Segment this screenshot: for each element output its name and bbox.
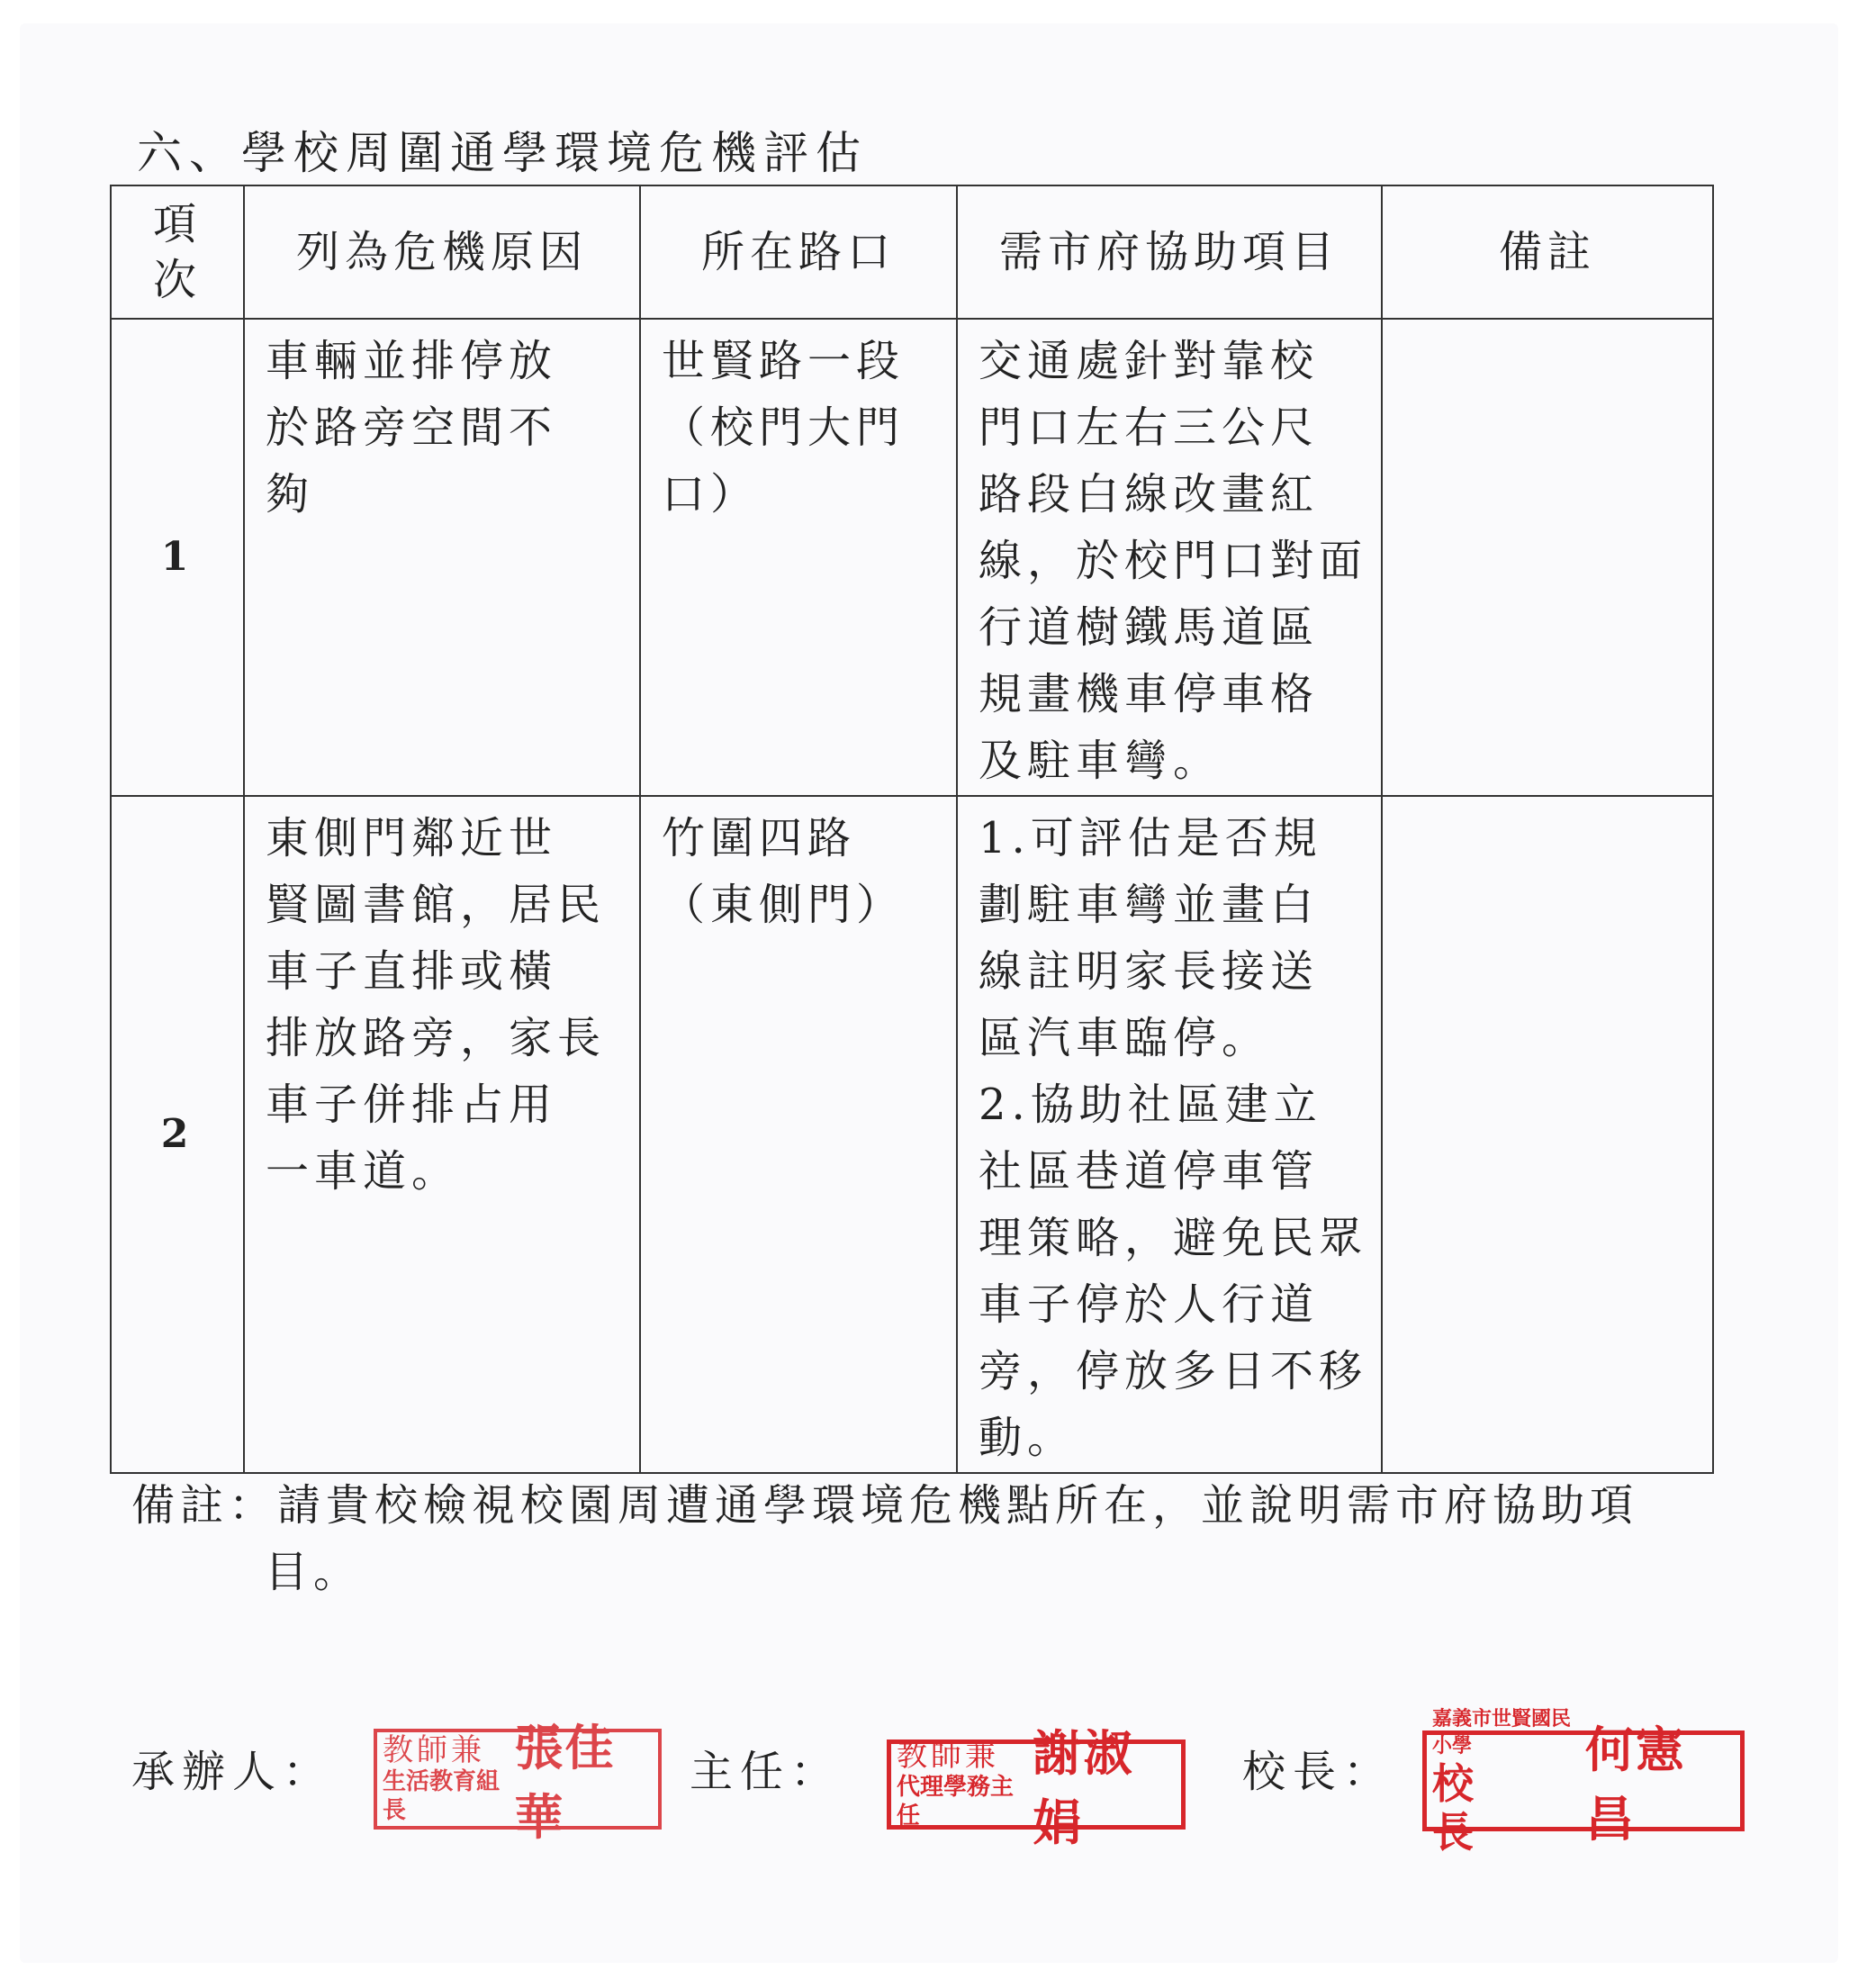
stamp-position: 校長 xyxy=(1432,1759,1510,1857)
stamp-name: 張佳華 xyxy=(514,1719,616,1846)
stamp-position: 代理學務主任 xyxy=(897,1774,1015,1830)
stamp-position: 生活教育組長 xyxy=(383,1768,501,1824)
handler-stamp xyxy=(374,1719,662,1846)
row-intersection-text: 竹圍四路 （東側門） xyxy=(662,813,906,930)
row-assistance-text: 交通處針對靠校 門口左右三公尺 路段白線改畫紅 線，於校門口對面 行道樹鐵馬道區 規畫機車停車格 及駐車彎。 xyxy=(979,336,1368,786)
footnote-label: 備註： xyxy=(131,1480,278,1531)
footnote xyxy=(131,1472,1716,1605)
director-label: 主任： xyxy=(690,1747,842,1797)
stamp-name: 何憲昌 xyxy=(1585,1721,1686,1848)
row-reason-text: 車輛並排停放 於路旁空間不 夠 xyxy=(266,336,558,520)
risk-assessment-table xyxy=(110,185,1714,1474)
stamp-school: 嘉義市世賢國民小學 xyxy=(1432,1707,1572,1758)
row-remarks xyxy=(1382,319,1713,796)
row-assistance-text: 1.可評估是否規 劃駐車彎並畫白 線註明家長接送 區汽車臨停。 2.協助社區建立 社區巷道停車管 理策略，避免民眾 車子停於人行道 旁，停放多日不移 動。 xyxy=(979,813,1368,1463)
stamp-title: 教師兼 xyxy=(383,1732,485,1768)
row-intersection xyxy=(640,319,957,796)
stamp-name: 謝淑娟 xyxy=(1033,1724,1134,1851)
row-intersection xyxy=(640,796,957,1473)
footnote-continuation: 目。 xyxy=(265,1547,363,1597)
row-reason xyxy=(244,796,640,1473)
principal-stamp xyxy=(1422,1707,1745,1857)
row-remarks xyxy=(1382,796,1713,1473)
row-assistance xyxy=(957,319,1382,796)
stamp-title: 教師兼 xyxy=(897,1738,999,1774)
section-title: 六、學校周圍通學環境危機評估 xyxy=(137,127,868,179)
row-reason-text: 東側門鄰近世 賢圖書館，居民 車子直排或橫 排放路旁，家長 車子併排占用 一車道。 xyxy=(266,813,607,1197)
director-stamp xyxy=(887,1724,1186,1851)
header-reason: 列為危機原因 xyxy=(244,185,640,319)
row-assistance xyxy=(957,796,1382,1473)
header-intersection: 所在路口 xyxy=(640,185,957,319)
header-remarks: 備註 xyxy=(1382,185,1713,319)
footnote-text: 請貴校檢視校園周遭通學環境危機點所在，並說明需市府協助項 xyxy=(277,1480,1639,1531)
table-row xyxy=(111,319,1713,796)
table-row xyxy=(111,796,1713,1473)
row-number: 1 xyxy=(111,319,244,796)
table-header-row xyxy=(111,185,1713,319)
row-number: 2 xyxy=(111,796,244,1473)
handler-label: 承辦人： xyxy=(131,1747,334,1797)
principal-label: 校長： xyxy=(1242,1747,1394,1797)
header-item-no: 項 次 xyxy=(111,185,244,319)
row-intersection-text: 世賢路一段 （校門大門 口） xyxy=(662,336,906,520)
header-assistance: 需市府協助項目 xyxy=(957,185,1382,319)
row-reason xyxy=(244,319,640,796)
